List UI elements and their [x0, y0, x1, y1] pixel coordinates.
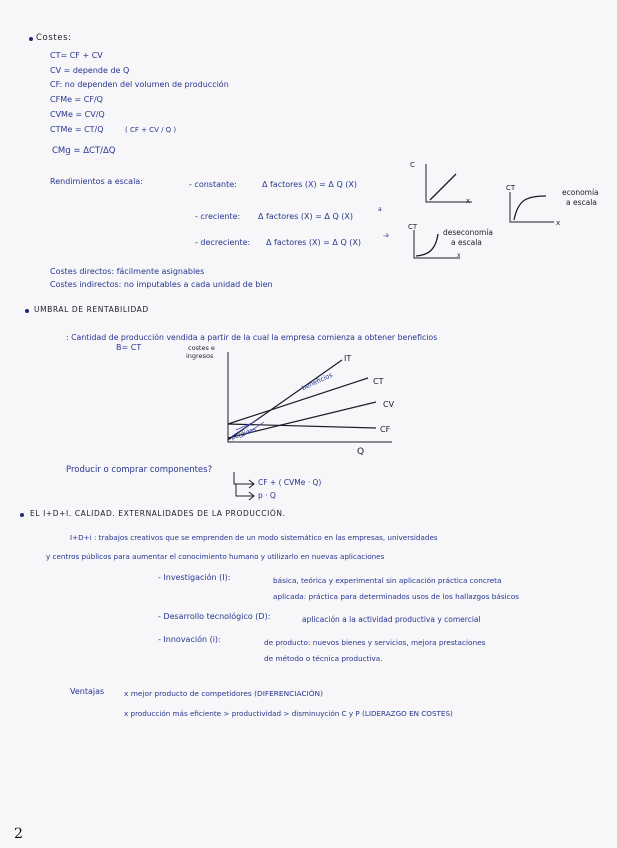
producir-question: Producir o comprar componentes?	[66, 465, 213, 475]
ventajas-label: Ventajas	[70, 687, 105, 696]
graph-constante-y: C	[410, 161, 415, 169]
costes-line: CTMe = CT/Q	[50, 125, 104, 134]
deseconomia-label: a escala	[451, 238, 482, 247]
rend-creciente-label: - creciente:	[195, 212, 241, 221]
umbral-y-axis: ingresos	[186, 352, 214, 360]
idi-intro: y centros públicos para aumentar el conocimiento humano y utilizarlo en nuevas aplicaciones	[46, 552, 385, 561]
line-cv: CV	[383, 400, 395, 409]
rend-creciente-formula: Δ factores (X) = Δ Q (X)	[258, 212, 353, 221]
bullet	[25, 309, 29, 313]
perdidas-label: pérdidas	[230, 426, 258, 442]
costes-line: CF: no dependen del volumen de producción	[50, 80, 229, 89]
costes-line: CMg = ΔCT/ΔQ	[52, 146, 116, 156]
costes-line: CVMe = CV/Q	[50, 110, 105, 119]
idi-item-desc: básica, teórica y experimental sin aplicación práctica concreta	[273, 576, 502, 585]
umbral-bct: B= CT	[116, 343, 142, 352]
page-number: 2	[14, 826, 23, 842]
rend-constante-label: - constante:	[189, 180, 237, 189]
graph-constante-x: x	[466, 197, 471, 205]
costes-line: CFMe = CF/Q	[50, 95, 103, 104]
comprar-answer: p · Q	[258, 491, 276, 500]
idi-item-label: - Desarrollo tecnológico (D):	[158, 612, 271, 621]
costes-directos: Costes directos: fácilmente asignables	[50, 267, 205, 276]
ventaja-item: x mejor producto de competidores (DIFERENCIACIÓN)	[124, 689, 323, 698]
economia-label: economía	[562, 188, 599, 197]
beneficios-label: beneficios	[300, 370, 334, 393]
producir-answer: CF + ( CVMe · Q)	[258, 478, 322, 487]
costes-heading: Costes:	[36, 33, 72, 43]
rend-constante-formula: Δ factores (X) = Δ Q (X)	[262, 180, 357, 189]
idi-item-desc: de método o técnica productiva.	[264, 654, 383, 663]
costes-line: ( CF + CV / Q )	[125, 126, 177, 134]
x-axis-label: Q	[357, 447, 365, 457]
rendimientos-label: Rendimientos a escala:	[50, 177, 143, 186]
idi-heading: EL I+D+I. CALIDAD. EXTERNALIDADES DE LA PRODUCCIÓN.	[30, 509, 286, 518]
umbral-y-axis: costes e	[188, 344, 215, 352]
rend-decreciente-formula: Δ factores (X) = Δ Q (X)	[266, 238, 361, 247]
bullet	[20, 513, 24, 517]
costes-indirectos: Costes indirectos: no imputables a cada unidad de bien	[50, 280, 273, 289]
bullet	[29, 37, 33, 41]
costes-line: CV = depende de Q	[50, 66, 130, 75]
graph-constante	[420, 160, 480, 210]
graph-economia-x: x	[556, 219, 561, 227]
idi-intro: I+D+i : trabajos creativos que se emprenden de un modo sistemático en las empresas, universidades	[70, 533, 438, 542]
economia-label: a escala	[566, 198, 597, 207]
ventaja-item: x producción más eficiente > productividad > disminuyción C y P (LIDERAZGO EN COSTES)	[124, 709, 453, 718]
graph-economia-y: CT	[506, 184, 516, 192]
umbral-heading: UMBRAL DE RENTABILIDAD	[34, 305, 149, 314]
deseconomia-label: deseconomía	[443, 228, 493, 237]
umbral-definition: : Cantidad de producción vendida a partir de la cual la empresa comienza a obtener beneficios	[66, 333, 438, 342]
graph-deseconomia-x: x	[457, 252, 461, 259]
rend-decreciente-label: - decreciente:	[195, 238, 251, 247]
idi-item-label: - Innovación (i):	[158, 635, 221, 644]
idi-item-label: - Investigación (I):	[158, 573, 231, 582]
line-it: IT	[344, 354, 352, 363]
costes-line: CT= CF + CV	[50, 51, 103, 60]
idi-item-desc: aplicada: práctica para determinados usos de los hallazgos básicos	[273, 592, 519, 601]
line-ct: CT	[373, 377, 384, 386]
rend-creciente-exp: a	[378, 206, 382, 213]
graph-deseconomia-y: CT	[408, 223, 418, 231]
idi-item-desc: de producto: nuevos bienes y servicios, mejora prestaciones	[264, 638, 486, 647]
idi-item-desc: aplicación a la actividad productiva y comercial	[302, 615, 481, 624]
rend-decreciente-exp: -a	[383, 232, 389, 239]
line-cf: CF	[380, 425, 391, 434]
